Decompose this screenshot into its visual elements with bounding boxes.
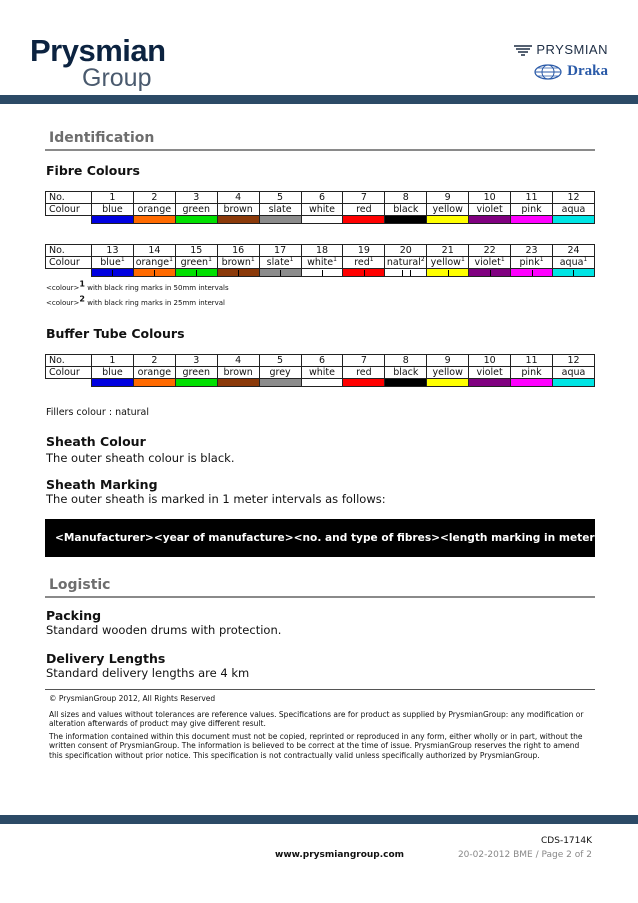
ring-mark bbox=[573, 270, 574, 276]
colour-name-cell bbox=[511, 257, 553, 269]
fibre-number-cell: 12 bbox=[552, 355, 594, 367]
colour-swatch bbox=[259, 379, 301, 387]
fibre-number-cell: 18 bbox=[301, 245, 343, 257]
number-row bbox=[46, 355, 595, 367]
colour-name: aqua bbox=[559, 257, 584, 268]
colour-footnote-marker: 1 bbox=[120, 255, 125, 263]
colour-swatch bbox=[259, 269, 301, 277]
footnote-2-sup: 2 bbox=[79, 294, 85, 304]
logo-sub-text: Group bbox=[82, 64, 152, 92]
colour-name-cell bbox=[469, 204, 511, 216]
delivery-lengths-text: Standard delivery lengths are 4 km bbox=[46, 666, 250, 680]
fibre-number-cell: 16 bbox=[217, 245, 259, 257]
colour-footnote-marker: 1 bbox=[208, 255, 212, 263]
colour-name: natural bbox=[386, 257, 421, 268]
fibre-number-cell: 6 bbox=[301, 355, 343, 367]
colour-swatch bbox=[175, 269, 217, 277]
footnote-1-prefix: <colour> bbox=[46, 284, 80, 292]
colour-swatch bbox=[385, 269, 427, 277]
fibre-number-cell: 19 bbox=[343, 245, 385, 257]
fibre-colours-heading: Fibre Colours bbox=[46, 163, 140, 178]
colour-name: red bbox=[356, 367, 372, 378]
colour-name-cell bbox=[427, 367, 469, 379]
colour-name-cell bbox=[427, 204, 469, 216]
colour-swatch bbox=[175, 216, 217, 224]
prysmian-group-logo bbox=[30, 33, 166, 92]
swatch-row-spacer bbox=[46, 269, 92, 277]
buffer-tube-heading: Buffer Tube Colours bbox=[46, 326, 185, 341]
colour-swatch bbox=[217, 216, 259, 224]
colour-swatch bbox=[511, 269, 553, 277]
prysmian-mark-icon bbox=[513, 44, 533, 56]
colour-name: brown bbox=[223, 367, 253, 378]
fibre-number-cell: 3 bbox=[175, 192, 217, 204]
fibre-number-cell: 22 bbox=[469, 245, 511, 257]
colour-name: white bbox=[307, 257, 334, 268]
colour-name: red bbox=[356, 204, 372, 215]
fibre-number-cell: 14 bbox=[133, 245, 175, 257]
row-label-no: No. bbox=[46, 192, 92, 204]
fibre-number-cell: 13 bbox=[92, 245, 134, 257]
colour-swatch bbox=[343, 379, 385, 387]
globe-icon bbox=[533, 64, 563, 80]
colour-swatch bbox=[552, 216, 594, 224]
colour-name: pink bbox=[519, 257, 540, 268]
row-label-no: No. bbox=[46, 245, 92, 257]
fibre-number-cell: 8 bbox=[385, 192, 427, 204]
colour-swatch bbox=[552, 379, 594, 387]
fibre-number-cell: 5 bbox=[259, 192, 301, 204]
buffer-tube-colour-table bbox=[45, 354, 595, 387]
colour-swatch bbox=[552, 269, 594, 277]
draka-brand bbox=[513, 63, 608, 80]
legal-paragraph-2: The information contained within this document must not be copied, reprinted or reproduced in any form, either wholly or in part, without the written consent of PrysmianGroup. The information is believed to be correct at the time of issue. PrysmianGroup reserves the right to amend this specification without prior notice. This specification is not contractually valid unless specifically authorized by PrysmianGroup. bbox=[49, 731, 583, 760]
fibre-colour-table-1 bbox=[45, 191, 595, 224]
marking-length: <length marking in meters> bbox=[440, 532, 610, 544]
colour-swatch bbox=[92, 269, 134, 277]
colour-swatch bbox=[217, 269, 259, 277]
ring-mark bbox=[364, 270, 365, 276]
colour-name-cell bbox=[133, 204, 175, 216]
colour-name-cell bbox=[385, 257, 427, 269]
colour-swatch bbox=[343, 269, 385, 277]
colour-name-cell bbox=[552, 204, 594, 216]
page-info: 20-02-2012 BME / Page 2 of 2 bbox=[457, 850, 592, 860]
fibre-number-cell: 17 bbox=[259, 245, 301, 257]
number-row bbox=[46, 245, 595, 257]
footnote-2-prefix: <colour> bbox=[46, 299, 80, 307]
colour-name: slate bbox=[266, 257, 290, 268]
colour-name-cell bbox=[175, 204, 217, 216]
colour-name: pink bbox=[521, 367, 542, 378]
ring-mark bbox=[154, 270, 155, 276]
fibre-number-cell: 9 bbox=[427, 192, 469, 204]
colour-name: violet bbox=[474, 257, 501, 268]
footnote-2 bbox=[46, 294, 226, 307]
colour-name: green bbox=[182, 367, 210, 378]
fibre-number-cell: 10 bbox=[469, 192, 511, 204]
draka-brand-text: Draka bbox=[567, 63, 608, 79]
colour-name: black bbox=[393, 204, 419, 215]
colour-swatch bbox=[92, 216, 134, 224]
colour-swatch bbox=[427, 216, 469, 224]
colour-swatch bbox=[133, 269, 175, 277]
colour-swatch bbox=[301, 216, 343, 224]
colour-swatch bbox=[343, 216, 385, 224]
fibre-number-cell: 24 bbox=[552, 245, 594, 257]
ring-mark bbox=[280, 270, 281, 276]
prysmian-brand bbox=[513, 42, 608, 57]
colour-name: yellow bbox=[430, 257, 461, 268]
fibre-number-cell: 4 bbox=[217, 192, 259, 204]
ring-mark bbox=[532, 270, 533, 276]
colour-name: grey bbox=[269, 367, 291, 378]
colour-swatch bbox=[427, 379, 469, 387]
fibre-number-cell: 1 bbox=[92, 192, 134, 204]
legal-paragraph-1: All sizes and values without tolerances are reference values. Specifications are for product as supplied by PrysmianGroup: any modification or alteration afterwards of product may give different result. bbox=[49, 709, 584, 728]
website-link[interactable]: www.prysmiangroup.com bbox=[275, 850, 405, 860]
colour-name-cell bbox=[175, 367, 217, 379]
colour-swatch bbox=[427, 269, 469, 277]
colour-name-cell bbox=[385, 204, 427, 216]
colour-name: blue bbox=[100, 257, 121, 268]
colour-footnote-marker: 1 bbox=[583, 255, 588, 263]
colour-swatch bbox=[175, 379, 217, 387]
colour-swatch bbox=[385, 379, 427, 387]
colour-name-cell bbox=[133, 367, 175, 379]
colour-name: white bbox=[308, 367, 335, 378]
fibre-number-cell: 11 bbox=[511, 355, 553, 367]
number-row bbox=[46, 192, 595, 204]
colour-name-cell bbox=[259, 204, 301, 216]
footer-band bbox=[0, 815, 638, 824]
colour-swatch bbox=[92, 379, 134, 387]
delivery-lengths-heading: Delivery Lengths bbox=[46, 651, 166, 666]
colour-footnote-marker: 1 bbox=[289, 255, 294, 263]
colour-footnote-marker: 1 bbox=[250, 255, 255, 263]
colour-name-cell bbox=[511, 367, 553, 379]
sheath-marking-heading: Sheath Marking bbox=[46, 477, 158, 492]
swatch-row bbox=[46, 379, 595, 387]
colour-name: violet bbox=[476, 204, 503, 215]
colour-footnote-marker: 2 bbox=[420, 255, 425, 263]
fibre-number-cell: 11 bbox=[511, 192, 553, 204]
colour-name-cell bbox=[552, 367, 594, 379]
colour-name-row bbox=[46, 367, 595, 379]
colour-footnote-marker: 1 bbox=[500, 255, 505, 263]
colour-name: blue bbox=[102, 204, 123, 215]
sheath-colour-heading: Sheath Colour bbox=[46, 434, 146, 449]
colour-name: blue bbox=[102, 367, 123, 378]
row-label-colour: Colour bbox=[46, 204, 92, 216]
fibre-number-cell: 9 bbox=[427, 355, 469, 367]
copyright-text: © PrysmianGroup 2012, All Rights Reserved bbox=[49, 694, 216, 703]
document-code: CDS-1714K bbox=[541, 836, 592, 846]
legal-notice bbox=[45, 689, 595, 763]
marking-year: <year of manufacture> bbox=[153, 532, 294, 544]
colour-name-cell bbox=[259, 367, 301, 379]
colour-name: brown bbox=[223, 204, 253, 215]
colour-name: white bbox=[308, 204, 335, 215]
fillers-text: Fillers colour : natural bbox=[46, 407, 150, 418]
identification-title: Identification bbox=[49, 130, 155, 146]
colour-name-cell bbox=[343, 257, 385, 269]
ring-mark bbox=[112, 270, 113, 276]
colour-name-cell bbox=[511, 204, 553, 216]
colour-name: orange bbox=[137, 367, 172, 378]
footnote-1 bbox=[46, 279, 229, 292]
colour-footnote-marker: 1 bbox=[539, 255, 544, 263]
packing-text: Standard wooden drums with protection. bbox=[46, 623, 282, 637]
colour-name: yellow bbox=[432, 204, 463, 215]
fibre-number-cell: 12 bbox=[552, 192, 594, 204]
ring-mark bbox=[490, 270, 491, 276]
colour-footnote-marker: 1 bbox=[333, 255, 337, 263]
section-title-identification bbox=[45, 127, 595, 151]
colour-swatch bbox=[301, 269, 343, 277]
colour-name: green bbox=[180, 257, 209, 268]
colour-swatch bbox=[511, 216, 553, 224]
colour-name-cell bbox=[552, 257, 594, 269]
colour-swatch bbox=[469, 216, 511, 224]
colour-name: red bbox=[354, 257, 370, 268]
row-label-colour: Colour bbox=[46, 257, 92, 269]
colour-swatch bbox=[133, 216, 175, 224]
swatch-row bbox=[46, 216, 595, 224]
row-label-colour: Colour bbox=[46, 367, 92, 379]
colour-name: orange bbox=[135, 257, 170, 268]
ring-mark bbox=[410, 270, 411, 276]
header-band bbox=[0, 95, 638, 104]
footnote-1-sup: 1 bbox=[79, 279, 85, 289]
colour-name: aqua bbox=[561, 367, 586, 378]
fibre-number-cell: 5 bbox=[259, 355, 301, 367]
colour-name: orange bbox=[137, 204, 172, 215]
fibre-number-cell: 15 bbox=[175, 245, 217, 257]
brand-logos bbox=[513, 42, 608, 80]
ring-mark bbox=[196, 270, 197, 276]
ring-mark bbox=[448, 270, 449, 276]
logistic-title: Logistic bbox=[49, 577, 111, 593]
colour-name-cell bbox=[343, 367, 385, 379]
prysmian-brand-text: PRYSMIAN bbox=[536, 42, 608, 57]
colour-footnote-marker: 1 bbox=[460, 255, 465, 263]
fibre-number-cell: 1 bbox=[92, 355, 134, 367]
logo-main-text: Prysmian bbox=[30, 33, 166, 68]
footnote-1-text: with black ring marks in 50mm intervals bbox=[87, 284, 229, 292]
fibre-number-cell: 20 bbox=[385, 245, 427, 257]
colour-name-cell bbox=[217, 367, 259, 379]
colour-name: green bbox=[182, 204, 210, 215]
fibre-colour-table-2 bbox=[45, 244, 595, 277]
colour-name-cell bbox=[259, 257, 301, 269]
colour-name-cell bbox=[427, 257, 469, 269]
swatch-row-spacer bbox=[46, 379, 92, 387]
colour-name-cell bbox=[385, 367, 427, 379]
ring-mark bbox=[322, 270, 323, 276]
sheath-marking-box bbox=[45, 519, 610, 557]
fibre-number-cell: 21 bbox=[427, 245, 469, 257]
colour-name-cell bbox=[175, 257, 217, 269]
colour-swatch bbox=[469, 379, 511, 387]
colour-name-cell bbox=[301, 204, 343, 216]
colour-footnote-marker: 1 bbox=[169, 255, 173, 263]
colour-swatch bbox=[259, 216, 301, 224]
colour-name-cell bbox=[217, 257, 259, 269]
colour-name: aqua bbox=[561, 204, 586, 215]
swatch-row-spacer bbox=[46, 216, 92, 224]
ring-mark bbox=[402, 270, 403, 276]
colour-name: slate bbox=[268, 204, 292, 215]
sheath-colour-text: The outer sheath colour is black. bbox=[46, 451, 235, 465]
colour-name-cell bbox=[92, 257, 134, 269]
colour-swatch bbox=[217, 379, 259, 387]
colour-swatch bbox=[511, 379, 553, 387]
swatch-row bbox=[46, 269, 595, 277]
fibre-number-cell: 7 bbox=[343, 355, 385, 367]
row-label-no: No. bbox=[46, 355, 92, 367]
section-title-logistic bbox=[45, 574, 595, 598]
fibre-number-cell: 23 bbox=[511, 245, 553, 257]
colour-name: violet bbox=[476, 367, 503, 378]
colour-name-cell bbox=[343, 204, 385, 216]
colour-name-row bbox=[46, 204, 595, 216]
fibre-number-cell: 4 bbox=[217, 355, 259, 367]
marking-manufacturer: <Manufacturer> bbox=[55, 532, 154, 544]
colour-name-cell bbox=[469, 257, 511, 269]
fibre-number-cell: 7 bbox=[343, 192, 385, 204]
colour-name-cell bbox=[133, 257, 175, 269]
colour-name-cell bbox=[469, 367, 511, 379]
colour-swatch bbox=[133, 379, 175, 387]
sheath-marking-text: The outer sheath is marked in 1 meter intervals as follows: bbox=[46, 492, 386, 506]
colour-name: brown bbox=[221, 257, 251, 268]
colour-name-row bbox=[46, 257, 595, 269]
ring-mark bbox=[238, 270, 239, 276]
colour-swatch bbox=[301, 379, 343, 387]
colour-name-cell bbox=[92, 204, 134, 216]
colour-swatch bbox=[469, 269, 511, 277]
fibre-number-cell: 10 bbox=[469, 355, 511, 367]
colour-swatch bbox=[385, 216, 427, 224]
packing-heading: Packing bbox=[46, 608, 102, 623]
fibre-number-cell: 8 bbox=[385, 355, 427, 367]
marking-fibres: <no. and type of fibres> bbox=[293, 532, 441, 544]
fibre-number-cell: 3 bbox=[175, 355, 217, 367]
colour-name: yellow bbox=[432, 367, 463, 378]
colour-name-cell bbox=[301, 367, 343, 379]
colour-name: pink bbox=[521, 204, 542, 215]
colour-name-cell bbox=[217, 204, 259, 216]
fibre-number-cell: 2 bbox=[133, 355, 175, 367]
colour-name-cell bbox=[92, 367, 134, 379]
colour-name-cell bbox=[301, 257, 343, 269]
colour-name: black bbox=[393, 367, 419, 378]
colour-footnote-marker: 1 bbox=[369, 255, 374, 263]
fibre-number-cell: 6 bbox=[301, 192, 343, 204]
footnote-2-text: with black ring marks in 25mm interval bbox=[87, 299, 226, 307]
fibre-number-cell: 2 bbox=[133, 192, 175, 204]
